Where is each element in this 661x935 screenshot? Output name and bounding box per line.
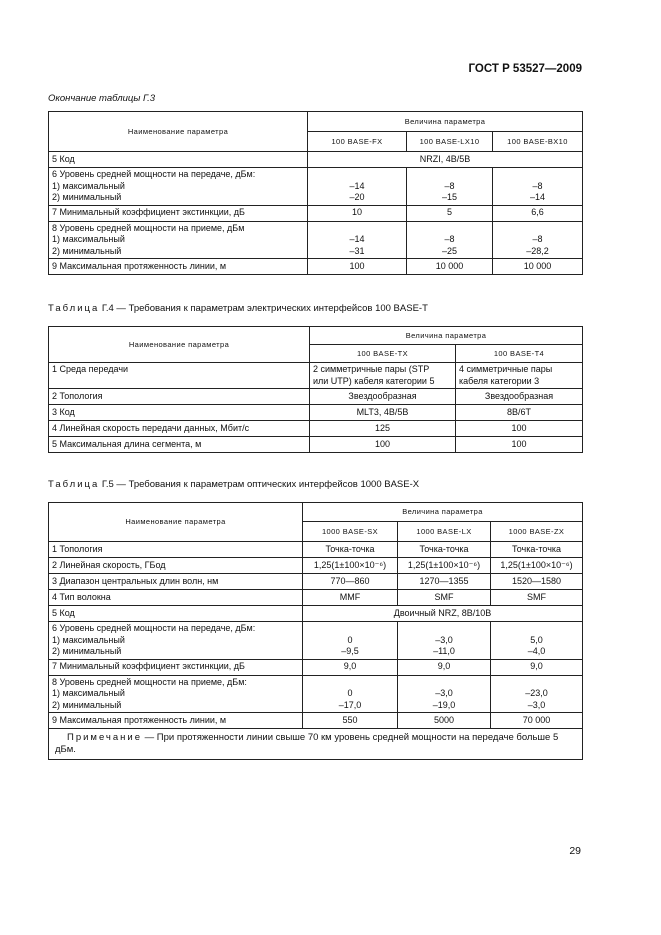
row-label: 8 Уровень средней мощности на приеме, дБм: 1) максимальный 2) минимальный — [49, 675, 303, 713]
col-header: 100 BASE-TX — [310, 345, 456, 363]
cell-value: 1,25(1±100×10⁻⁶) — [398, 558, 491, 574]
cell-value: Точка-точка — [491, 542, 583, 558]
table-g3 — [48, 111, 583, 275]
cell-value: Звездообразная — [310, 389, 456, 405]
table-g3-caption: Окончание таблицы Г.3 — [48, 93, 156, 104]
cell-value: 125 — [310, 421, 456, 437]
cell-value: –23,0 –3,0 — [491, 675, 583, 713]
row-label: 7 Минимальный коэффициент экстинкции, дБ — [49, 659, 303, 675]
table-g5 — [48, 502, 583, 760]
cell-value: –8 –15 — [407, 168, 493, 206]
cell-value: –3,0 –19,0 — [398, 675, 491, 713]
table-row — [49, 363, 583, 389]
table-row — [49, 405, 583, 421]
row-label: 3 Диапазон центральных длин волн, нм — [49, 574, 303, 590]
cell-value: 4 симметричные пары кабеля категории 3 — [456, 363, 583, 389]
col-header: 100 BASE-BX10 — [493, 132, 583, 152]
merged-value: Двоичный NRZ, 8B/10B — [303, 606, 583, 622]
row-label: 9 Максимальная протяженность линии, м — [49, 713, 303, 729]
cell-value: 0 –9,5 — [303, 622, 398, 660]
cell-value: 9,0 — [398, 659, 491, 675]
cell-value: 1,25(1±100×10⁻⁶) — [303, 558, 398, 574]
row-label: 1 Топология — [49, 542, 303, 558]
table-row — [49, 574, 583, 590]
table-g4-caption: Таблица Г.4 — Требования к параметрам электрических интерфейсов 100 BASE-T — [48, 303, 428, 314]
row-label: 1 Среда передачи — [49, 363, 310, 389]
cell-value: –8 –25 — [407, 221, 493, 259]
table-row — [49, 590, 583, 606]
cell-value: –8 –28,2 — [493, 221, 583, 259]
table-row — [49, 659, 583, 675]
row-label: 2 Линейная скорость, ГБод — [49, 558, 303, 574]
cell-value: –8 –14 — [493, 168, 583, 206]
cell-value: Точка-точка — [303, 542, 398, 558]
cell-value: 5000 — [398, 713, 491, 729]
table-row — [49, 421, 583, 437]
cell-value: 1520—1580 — [491, 574, 583, 590]
cell-value: 1270—1355 — [398, 574, 491, 590]
row-label: 6 Уровень средней мощности на передаче, дБм: 1) максимальный 2) минимальный — [49, 168, 308, 206]
cell-value: MLT3, 4B/5B — [310, 405, 456, 421]
cell-value: 770—860 — [303, 574, 398, 590]
value-header: Величина параметра — [308, 112, 583, 132]
row-label: 5 Максимальная длина сегмента, м — [49, 437, 310, 453]
cell-value: 2 симметричные пары (STP или UTP) кабеля категории 5 — [310, 363, 456, 389]
col-header: 100 BASE-LX10 — [407, 132, 493, 152]
table-row — [49, 437, 583, 453]
value-header: Величина параметра — [310, 327, 583, 345]
table-row — [49, 713, 583, 729]
param-header: Наименование параметра — [49, 327, 310, 363]
table-row — [49, 606, 583, 622]
value-header: Величина параметра — [303, 503, 583, 522]
table-row — [49, 675, 583, 713]
page-number: 29 — [569, 845, 581, 857]
table-note: Примечание — При протяженности линии свыше 70 км уровень средней мощности на передаче больше 5 дБм. — [49, 729, 583, 760]
cell-value: –14 –31 — [308, 221, 407, 259]
cell-value: SMF — [398, 590, 491, 606]
table-row — [49, 205, 583, 221]
cell-value: 8B/6T — [456, 405, 583, 421]
cell-value: 6,6 — [493, 205, 583, 221]
row-label: 6 Уровень средней мощности на передаче, дБм: 1) максимальный 2) минимальный — [49, 622, 303, 660]
row-label: 5 Код — [49, 606, 303, 622]
row-label: 2 Топология — [49, 389, 310, 405]
row-label: 4 Линейная скорость передачи данных, Мбит/с — [49, 421, 310, 437]
cell-value: 10 000 — [407, 259, 493, 275]
row-label: 3 Код — [49, 405, 310, 421]
param-header: Наименование параметра — [49, 112, 308, 152]
col-header: 1000 BASE-LX — [398, 522, 491, 542]
col-header: 100 BASE-FX — [308, 132, 407, 152]
cell-value: Точка-точка — [398, 542, 491, 558]
table-row — [49, 152, 583, 168]
table-row — [49, 389, 583, 405]
cell-value: 0 –17,0 — [303, 675, 398, 713]
table-row — [49, 168, 583, 206]
cell-value: 100 — [308, 259, 407, 275]
row-label: 7 Минимальный коэффициент экстинкции, дБ — [49, 205, 308, 221]
cell-value: 5 — [407, 205, 493, 221]
col-header: 1000 BASE-ZX — [491, 522, 583, 542]
cell-value: Звездообразная — [456, 389, 583, 405]
cell-value: 9,0 — [303, 659, 398, 675]
row-label: 8 Уровень средней мощности на приеме, дБм 1) максимальный 2) минимальный — [49, 221, 308, 259]
cell-value: 9,0 — [491, 659, 583, 675]
document-id: ГОСТ Р 53527—2009 — [468, 63, 582, 75]
row-label: 9 Максимальная протяженность линии, м — [49, 259, 308, 275]
cell-value: 10 000 — [493, 259, 583, 275]
col-header: 100 BASE-T4 — [456, 345, 583, 363]
table-row — [49, 558, 583, 574]
cell-value: 5,0 –4,0 — [491, 622, 583, 660]
cell-value: 100 — [310, 437, 456, 453]
cell-value: –3,0 –11,0 — [398, 622, 491, 660]
cell-value: 100 — [456, 437, 583, 453]
table-row — [49, 622, 583, 660]
cell-value: 10 — [308, 205, 407, 221]
col-header: 1000 BASE-SX — [303, 522, 398, 542]
cell-value: 1,25(1±100×10⁻⁶) — [491, 558, 583, 574]
cell-value: MMF — [303, 590, 398, 606]
cell-value: 100 — [456, 421, 583, 437]
table-row — [49, 221, 583, 259]
param-header: Наименование параметра — [49, 503, 303, 542]
row-label: 4 Тип волокна — [49, 590, 303, 606]
table-g5-caption: Таблица Г.5 — Требования к параметрам оптических интерфейсов 1000 BASE-X — [48, 479, 420, 490]
cell-value: 70 000 — [491, 713, 583, 729]
merged-value: NRZI, 4B/5B — [308, 152, 583, 168]
cell-value: 550 — [303, 713, 398, 729]
cell-value: –14 –20 — [308, 168, 407, 206]
table-g4 — [48, 326, 583, 453]
row-label: 5 Код — [49, 152, 308, 168]
table-row — [49, 259, 583, 275]
table-row — [49, 542, 583, 558]
cell-value: SMF — [491, 590, 583, 606]
